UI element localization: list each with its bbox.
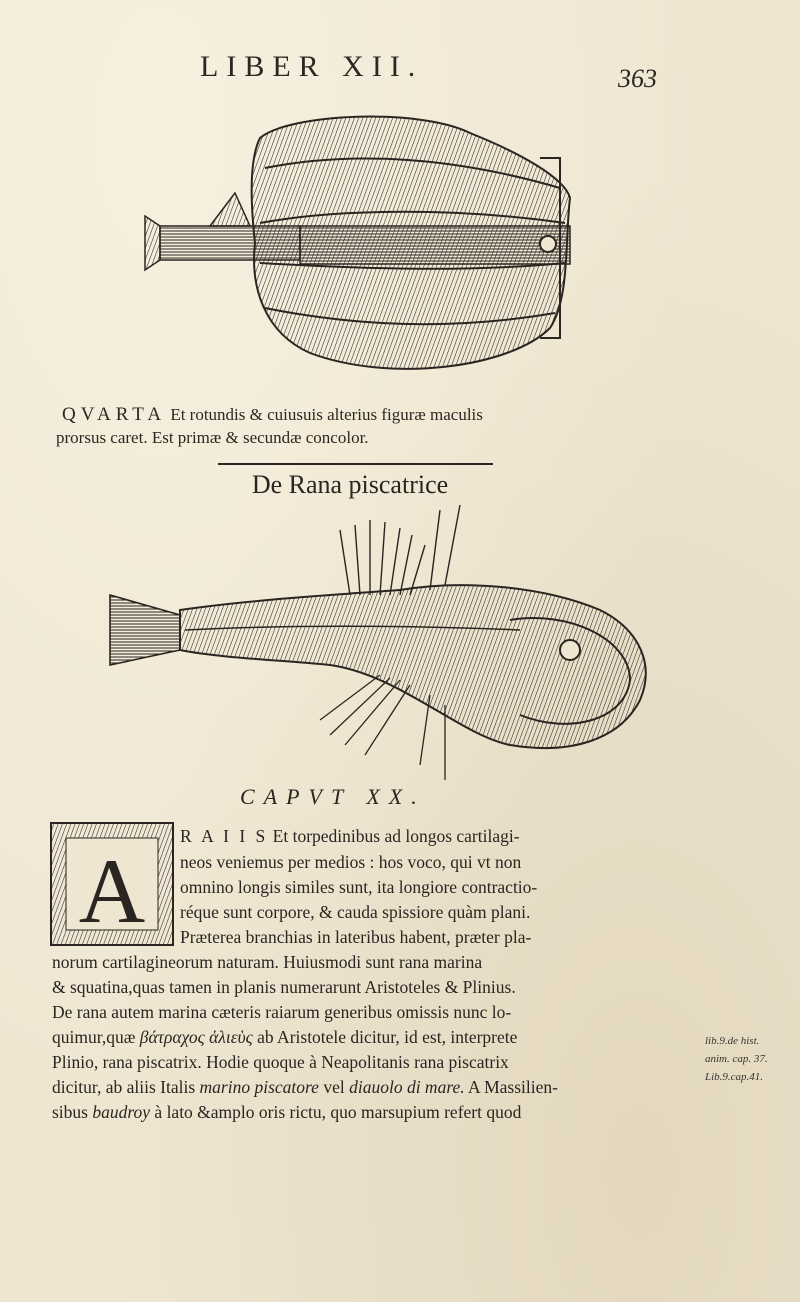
body-text: quimur,quæ [52, 1027, 136, 1047]
body-line-9 [52, 1027, 517, 1048]
body-line-8: De rana autem marina cæteris raiarum generibus omissis nunc lo- [52, 1002, 512, 1022]
body-text: à lato &amplo oris rictu, quo marsupium refert quod [154, 1102, 522, 1122]
decorated-initial [50, 822, 174, 946]
body-text: vel [323, 1077, 345, 1097]
italic-term: marino piscatore [199, 1077, 319, 1097]
caption-text: Et rotundis & cuiusuis alterius figuræ maculis [170, 405, 483, 424]
body-text: sibus [52, 1102, 88, 1122]
body-line-7: & squatina,quas tamen in planis numerarunt Aristoteles & Plinius. [52, 977, 516, 997]
body-text: ab Aristotele dicitur, id est, interprete [257, 1027, 518, 1047]
body-line-1 [180, 826, 520, 847]
caption-line-1 [62, 404, 483, 426]
body-line-4: réque sunt corpore, & cauda spissiore quàm plani. [180, 902, 531, 922]
body-line-6: norum cartilagineorum naturam. Huiusmodi sunt rana marina [52, 952, 483, 972]
body-text: A Massilien- [468, 1077, 558, 1097]
chapter-heading: CAPVT XX. [240, 784, 426, 809]
body-text: Et torpedinibus ad longos cartilagi- [272, 826, 520, 846]
body-line-12 [52, 1102, 521, 1123]
margin-note-3: Lib.9.cap.41. [705, 1071, 764, 1083]
body-text: dicitur, ab aliis Italis [52, 1077, 196, 1097]
caption-lead: QVARTA [62, 404, 167, 425]
body-line-3: omnino longis similes sunt, ita longiore contractio- [180, 877, 538, 897]
margin-note-1: lib.9.de hist. [705, 1035, 760, 1047]
body-line-5: Præterea branchias in lateribus habent, præter pla- [180, 927, 532, 947]
section-title: De Rana piscatrice [251, 470, 449, 499]
margin-note-2: anim. cap. 37. [705, 1053, 768, 1065]
body-line-2: neos veniemus per medios : hos voco, qui vt non [180, 852, 522, 872]
body-lead: R A I I S [180, 826, 269, 846]
italic-term: diauolo di mare. [349, 1077, 465, 1097]
anglerfish-woodcut-figure [100, 500, 680, 790]
greek-term: βάτραχος ἁλιεὺς [139, 1027, 253, 1047]
ray-woodcut-figure [140, 98, 580, 388]
caption-line-2: prorsus caret. Est primæ & secundæ concolor. [56, 428, 369, 447]
running-head: LIBER XII. [200, 50, 424, 83]
body-line-10: Plinio, rana piscatrix. Hodie quoque à Neapolitanis rana piscatrix [52, 1052, 509, 1072]
italic-term: baudroy [92, 1102, 151, 1122]
section-rule [218, 463, 493, 465]
page-number: 363 [618, 64, 657, 93]
body-line-11 [52, 1077, 558, 1098]
dropcap-letter: A [78, 840, 146, 942]
